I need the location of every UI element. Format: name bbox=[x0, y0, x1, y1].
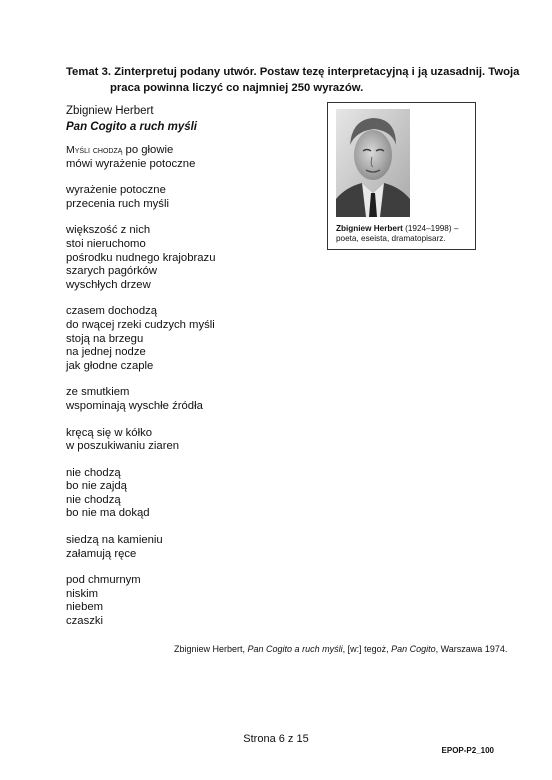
source-suffix: , Warszawa 1974. bbox=[435, 644, 508, 654]
caption-description: poeta, eseista, dramatopisarz. bbox=[336, 234, 446, 243]
poem-line: załamują ręce bbox=[66, 547, 137, 560]
poem-line: kręcą się w kółko bbox=[66, 426, 153, 439]
poem-stanza bbox=[66, 427, 215, 454]
source-title-1: Pan Cogito a ruch myśli bbox=[247, 644, 343, 654]
poem-stanza bbox=[66, 224, 215, 292]
poem-line bbox=[66, 144, 215, 158]
poem-line: czaszki bbox=[66, 615, 104, 628]
caption-dates: (1924–1998) – bbox=[402, 224, 459, 233]
photo-caption bbox=[336, 224, 472, 244]
poem-opening-rest: po głowie bbox=[122, 144, 174, 156]
poem-title: Pan Cogito a ruch myśli bbox=[66, 121, 197, 133]
poem-stanza bbox=[66, 574, 215, 628]
poem-line: przecenia ruch myśli bbox=[66, 197, 169, 210]
source-middle: , [w:] tegoż, bbox=[342, 644, 392, 654]
task-line-1: Zinterpretuj podany utwór. Postaw tezę interpretacyjną i ją uzasadnij. Twoja bbox=[114, 66, 520, 78]
poem-line: do rwącej rzeki cudzych myśli bbox=[66, 318, 215, 331]
poem-line: w poszukiwaniu ziaren bbox=[66, 440, 180, 453]
poem-line: stoi nieruchomo bbox=[66, 237, 146, 250]
source-citation bbox=[174, 644, 507, 654]
portrait-photo-icon bbox=[336, 109, 410, 217]
author-photo-box bbox=[327, 102, 476, 250]
poem-text bbox=[66, 144, 215, 642]
poem-stanza bbox=[66, 386, 215, 413]
task-prompt bbox=[66, 64, 520, 96]
poem-line: wspominają wyschłe źródła bbox=[66, 399, 203, 412]
source-prefix: Zbigniew Herbert, bbox=[174, 644, 248, 654]
poem-line: niebem bbox=[66, 601, 104, 614]
poem-stanza bbox=[66, 184, 215, 211]
poem-stanza bbox=[66, 467, 215, 521]
poem-line: nie chodzą bbox=[66, 493, 121, 506]
poem-line: jak głodne czaple bbox=[66, 359, 154, 372]
poem-author: Zbigniew Herbert bbox=[66, 105, 154, 117]
task-line-2: praca powinna liczyć co najmniej 250 wyrazów. bbox=[110, 82, 364, 94]
poem-stanza bbox=[66, 144, 215, 171]
poem-line: pod chmurnym bbox=[66, 574, 141, 587]
poem-line: na jednej nodze bbox=[66, 346, 146, 359]
poem-line: większość z nich bbox=[66, 224, 151, 237]
poem-line: czasem dochodzą bbox=[66, 305, 158, 318]
poem-opening-words: Myśli chodzą bbox=[66, 144, 123, 156]
poem-stanza bbox=[66, 534, 215, 561]
poem-line: stoją na brzegu bbox=[66, 332, 144, 345]
poem-line: mówi wyrażenie potoczne bbox=[66, 157, 196, 170]
poem-line: niskim bbox=[66, 587, 99, 600]
poem-line: pośrodku nudnego krajobrazu bbox=[66, 251, 216, 264]
document-code: EPOP-P2_100 bbox=[441, 746, 494, 755]
poem-line: bo nie zajdą bbox=[66, 480, 127, 493]
poem-stanza bbox=[66, 305, 215, 373]
caption-name: Zbigniew Herbert bbox=[336, 224, 403, 233]
source-title-2: Pan Cogito bbox=[391, 644, 436, 654]
poem-line: bo nie ma dokąd bbox=[66, 507, 150, 520]
poem-line: siedzą na kamieniu bbox=[66, 534, 163, 547]
task-number: Temat 3. bbox=[66, 66, 111, 78]
poem-line: szarych pagórków bbox=[66, 265, 158, 278]
poem-line: wyrażenie potoczne bbox=[66, 184, 166, 197]
page-number: Strona 6 z 15 bbox=[243, 733, 309, 745]
poem-line: wyschłych drzew bbox=[66, 278, 151, 291]
poem-line: ze smutkiem bbox=[66, 386, 130, 399]
poem-line: nie chodzą bbox=[66, 466, 121, 479]
